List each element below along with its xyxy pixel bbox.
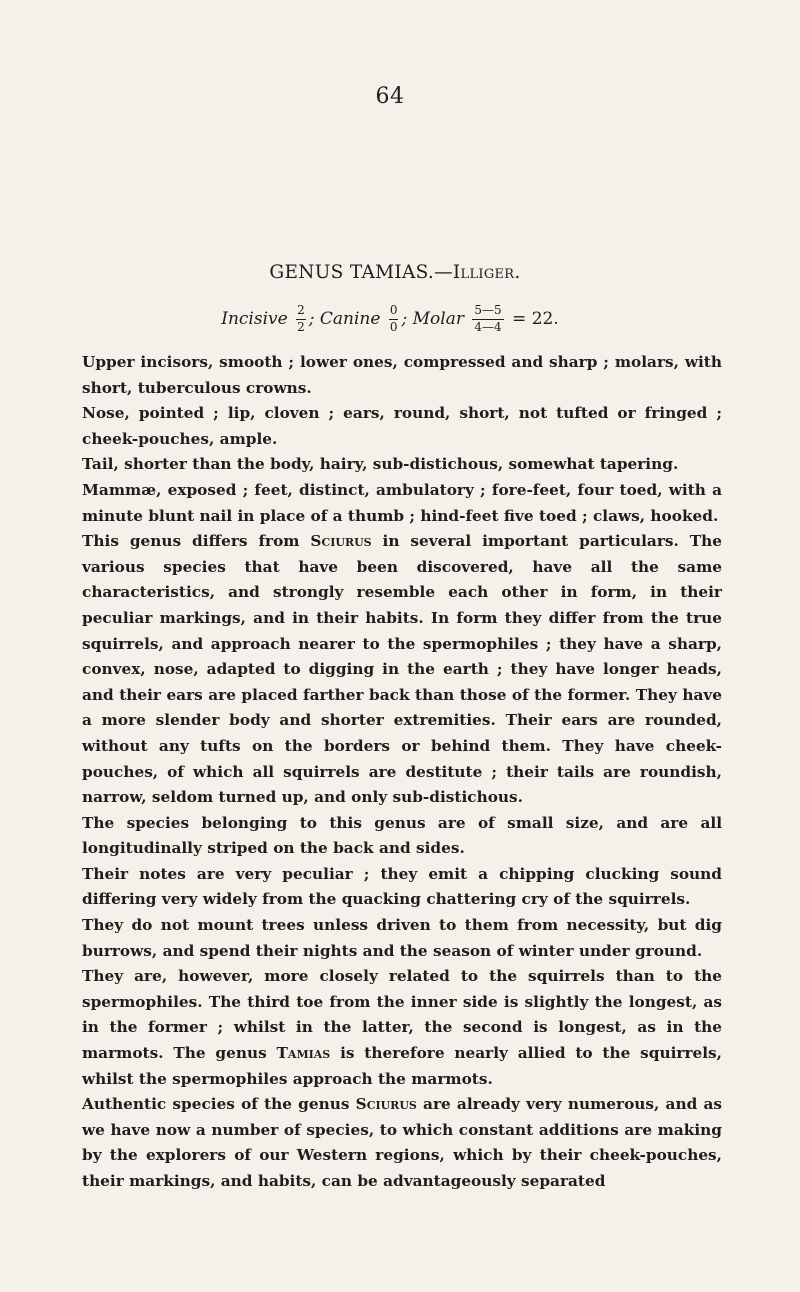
incisive-fraction (296, 304, 306, 335)
canine-fraction (389, 304, 399, 335)
molar-denominator: 4—4 (474, 319, 502, 334)
paragraph: Nose, pointed ; lip, cloven ; ears, round, short, not tufted or fringed ; cheek-pouches, ample. (82, 404, 722, 448)
formula-total: 22. (531, 308, 559, 329)
canine-label: Canine (319, 308, 381, 329)
paragraph (82, 529, 722, 811)
genus-name-tamias: Tamias (276, 1044, 331, 1063)
text-run: is therefore nearly allied to the squirrels, whilst the spermophiles approach the marmots. (82, 1044, 722, 1088)
incisive-numerator: 2 (296, 304, 306, 320)
dental-formula (0, 304, 780, 335)
paragraph: The species belonging to this genus are of small size, and are all longitudinally striped on the back and sides. (82, 813, 722, 858)
genus-heading (0, 262, 790, 283)
text-run: This genus differs from (82, 532, 311, 551)
text-run: are already very numerous, and as we have now a number of species, to which constant additions are making by the explorers of our Western regions, which by their cheek-pouches, their markings, and habits, can be advantageously separated (82, 1095, 722, 1190)
genus-name-sciurus: Sciurus (310, 532, 372, 551)
incisive-denominator: 2 (297, 319, 305, 334)
paragraph (82, 964, 722, 1092)
canine-denominator: 0 (389, 319, 398, 334)
molar-numerator: 5—5 (472, 304, 503, 320)
genus-title: GENUS TAMIAS.— (269, 262, 453, 283)
text-run: in several important particulars. The various species that have been discovered, have all the same characteristics, and strongly resemble each other in form, in their peculiar markings, and in their habits. In form they differ from the true squirrels, and approach nearer to the spermophiles ; they have a sharp, convex, nose, adapted to digging in the earth ; they have longer heads, and their ears are placed farther back than those of the former. They have a more slender body and shorter extremities. Their ears are rounded, without any tufts on the borders or behind them. They have cheek-pouches, of which all squirrels are destitute ; their tails are roundish, narrow, seldom turned up, and only sub-distichous. (82, 532, 722, 807)
paragraph: Mammæ, exposed ; feet, distinct, ambulatory ; fore-feet, four toed, with a minute blunt nail in place of a thumb ; hind-feet five toed ; claws, hooked. (82, 480, 722, 525)
molar-fraction (472, 304, 503, 335)
paragraph: Tail, shorter than the body, hairy, sub-distichous, somewhat tapering. (82, 455, 679, 474)
separator: ; (308, 308, 315, 329)
genus-name-sciurus: Sciurus (355, 1095, 417, 1114)
equals-sign: = (512, 308, 527, 329)
paragraph (82, 1092, 722, 1194)
text-run: They are, however, more closely related to the squirrels than to the spermophiles. The third toe from the inner side is slightly the longest, as in the former ; whilst in the latter, the second is longest, as in the marmots. The genus (82, 967, 722, 1063)
molar-label: Molar (412, 308, 464, 329)
text-run: Authentic species of the genus (82, 1095, 356, 1114)
paragraph: They do not mount trees unless driven to them from necessity, but dig burrows, and spend their nights and the season of winter under ground. (82, 916, 722, 960)
separator: ; (401, 308, 408, 329)
paragraph: Upper incisors, smooth ; lower ones, compressed and sharp ; molars, with short, tuberculous crowns. (82, 353, 722, 397)
page-number: 64 (375, 84, 405, 109)
paragraph: Their notes are very peculiar ; they emit a chipping clucking sound differing very widely from the quacking chattering cry of the squirrels. (82, 864, 722, 909)
canine-numerator: 0 (389, 304, 399, 320)
incisive-label: Incisive (221, 308, 288, 329)
genus-author: Illiger. (452, 262, 521, 283)
body-text (82, 350, 722, 1195)
